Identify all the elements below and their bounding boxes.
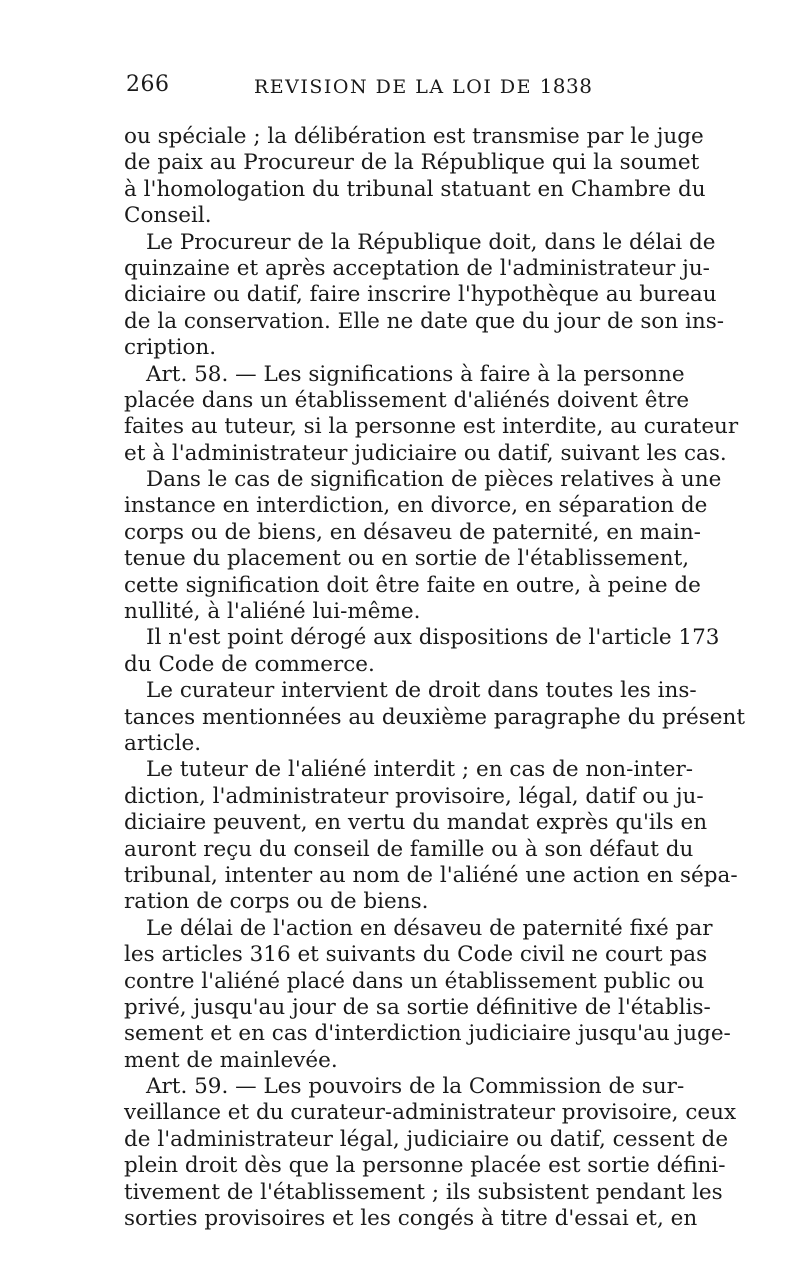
text-line: Le Procureur de la République doit, dans le délai de	[146, 229, 716, 255]
text-line: Le délai de l'action en désaveu de paternité fixé par	[146, 915, 713, 941]
text-line: Le curateur intervient de droit dans toutes les ins-	[146, 678, 697, 704]
text-line: auront reçu du conseil de famille ou à son défaut du	[124, 836, 694, 862]
body-text	[124, 124, 746, 1232]
text-line: contre l'aliéné placé dans un établissement public ou	[124, 968, 705, 994]
text-line: sorties provisoires et les congés à titre d'essai et, en	[124, 1206, 698, 1232]
text-line: cette signification doit être faite en outre, à peine de	[124, 572, 701, 598]
running-title	[254, 74, 592, 98]
text-line: nullité, à l'aliéné lui-même.	[124, 599, 421, 625]
text-line: tances mentionnées au deuxième paragraphe du présent	[124, 704, 746, 730]
text-line: Dans le cas de signification de pièces relatives à une	[146, 467, 722, 493]
text-line: article.	[124, 730, 202, 756]
text-line: ration de corps ou de biens.	[124, 889, 429, 915]
text-line: tenue du placement ou en sortie de l'établissement,	[124, 546, 690, 572]
text-line: tivement de l'établissement ; ils subsistent pendant les	[124, 1179, 723, 1205]
text-line: Le tuteur de l'aliéné interdit ; en cas de non-inter-	[146, 757, 693, 783]
text-line: de l'administrateur légal, judiciaire ou datif, cessent de	[124, 1126, 729, 1152]
text-line: les articles 316 et suivants du Code civil ne court pas	[124, 942, 708, 968]
text-line: diciaire peuvent, en vertu du mandat exprès qu'ils en	[124, 810, 708, 836]
running-title-text: REVISION DE LA LOI DE	[254, 76, 533, 98]
text-line: Conseil.	[124, 203, 212, 229]
text-line: sement et en cas d'interdiction judiciaire jusqu'au juge-	[124, 1021, 731, 1047]
text-line: et à l'administrateur judiciaire ou datif, suivant les cas.	[124, 440, 727, 466]
text-line: diciaire ou datif, faire inscrire l'hypothèque au bureau	[124, 282, 717, 308]
text-line: privé, jusqu'au jour de sa sortie définitive de l'établis-	[124, 994, 711, 1020]
text-line: ment de mainlevée.	[124, 1047, 338, 1073]
text-line: instance en interdiction, en divorce, en séparation de	[124, 493, 708, 519]
page-number: 266	[126, 72, 170, 97]
text-line: diction, l'administrateur provisoire, légal, datif ou ju-	[124, 783, 704, 809]
page-header	[124, 70, 680, 100]
text-line: de paix au Procureur de la République qui la soumet	[124, 150, 700, 176]
running-title-year: 1838	[539, 74, 593, 98]
text-line: à l'homologation du tribunal statuant en Chambre du	[124, 176, 706, 202]
text-line: corps ou de biens, en désaveu de paternité, en main-	[124, 519, 701, 545]
text-line: Il n'est point dérogé aux dispositions de l'article 173	[146, 625, 720, 651]
text-line: placée dans un établissement d'aliénés doivent être	[124, 387, 690, 413]
text-line: quinzaine et après acceptation de l'administrateur ju-	[124, 255, 710, 281]
text-line: ou spéciale ; la délibération est transmise par le juge	[124, 124, 704, 149]
text-line: tribunal, intenter au nom de l'aliéné une action en sépa-	[124, 862, 738, 888]
text-line: du Code de commerce.	[124, 651, 375, 677]
text-line: cription.	[124, 335, 217, 361]
text-line: veillance et du curateur-administrateur provisoire, ceux	[124, 1100, 737, 1126]
text-line: de la conservation. Elle ne date que du jour de son ins-	[124, 308, 725, 334]
article-heading-line: Art. 58. — Les significations à faire à la personne	[146, 361, 685, 387]
text-line: plein droit dès que la personne placée est sortie défini-	[124, 1153, 726, 1179]
article-heading-line: Art. 59. — Les pouvoirs de la Commission de sur-	[146, 1074, 685, 1100]
text-line: faites au tuteur, si la personne est interdite, au curateur	[124, 414, 739, 440]
